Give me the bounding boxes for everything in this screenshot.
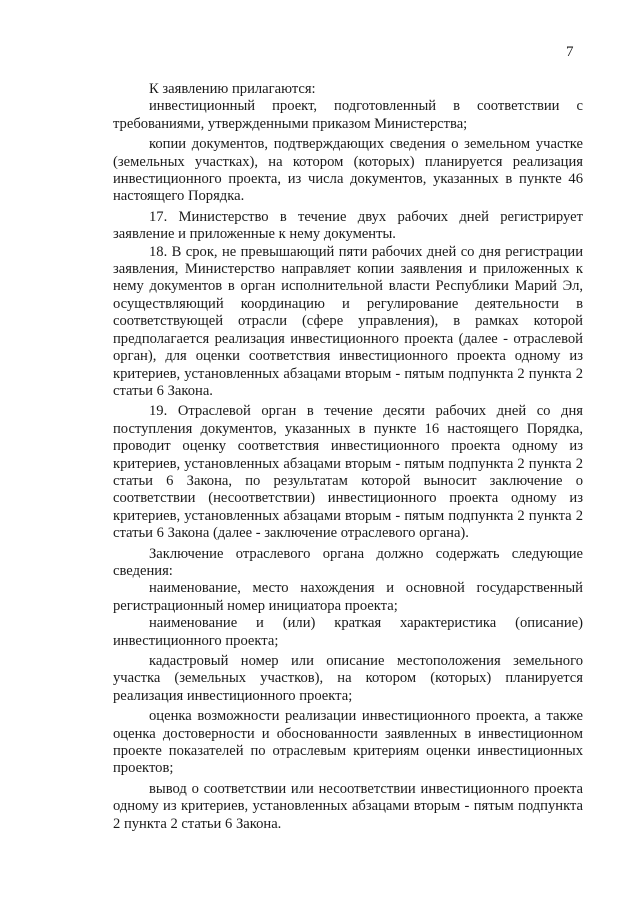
document-body (113, 81, 583, 833)
paragraph-feasibility-assessment: оценка возможности реализации инвестиционного проекта, а также оценка достоверности и обоснованности заявленных в инвестиционном проекте показателей по отраслевым критериям оценки инвестиционных проектов; (113, 708, 583, 777)
paragraph-initiator-info: наименование, место нахождения и основной государственный регистрационный номер инициатора проекта; (113, 580, 583, 614)
page-number: 7 (566, 44, 574, 60)
paragraph-cadastral-number: кадастровый номер или описание местоположения земельного участка (земельных участков), на котором (которых) планируется реализация инвестиционного проекта; (113, 653, 583, 704)
paragraph-land-documents: копии документов, подтверждающих сведения о земельном участке (земельных участках), на котором (которых) планируется реализация инвестиционного проекта, из числа документов, указанных в пункте 46 настоящего Порядка. (113, 136, 583, 205)
paragraph-item-18: 18. В срок, не превышающий пяти рабочих дней со дня регистрации заявления, Министерство направляет копии заявления и приложенных к нему документов в орган исполнительной власти Республики Марий Эл, осуществляющий координацию и регулирование деятельности в соответствующей отрасли (сфере управления), в рамках которой предполагается реализация инвестиционного проекта (далее - отраслевой орган), для оценки соответствия инвестиционного проекта одному из критериев, установленных абзацами вторым - пятым подпункта 2 пункта 2 статьи 6 Закона. (113, 243, 583, 399)
paragraph-conclusion-contents: Заключение отраслевого органа должно содержать следующие сведения: (113, 545, 583, 579)
paragraph-item-17: 17. Министерство в течение двух рабочих дней регистрирует заявление и приложенные к нему документы. (113, 208, 583, 243)
paragraph-conformity-conclusion: вывод о соответствии или несоответствии инвестиционного проекта одному из критериев, установленных абзацами вторым - пятым подпункта 2 пункта 2 статьи 6 Закона. (113, 780, 583, 832)
paragraph-investment-project: инвестиционный проект, подготовленный в соответствии с требованиями, утвержденными приказом Министерства; (113, 98, 583, 132)
paragraph-project-description: наименование и (или) краткая характеристика (описание) инвестиционного проекта; (113, 615, 583, 649)
paragraph-attachments-heading: К заявлению прилагаются: (149, 81, 316, 97)
paragraph-item-19: 19. Отраслевой орган в течение десяти рабочих дней со дня поступления документов, указанных в пункте 16 настоящего Порядка, проводит оценку соответствия инвестиционного проекта одному из критериев, установленных абзацами вторым - пятым подпункта 2 пункта 2 статьи 6 Закона, по результатам которой выносит заключение о соответствии (несоответствии) инвестиционного проекта одному из критериев, установленных абзацами вторым - пятым подпункта 2 пункта 2 статьи 6 Закона (далее - заключение отраслевого органа). (113, 403, 583, 542)
